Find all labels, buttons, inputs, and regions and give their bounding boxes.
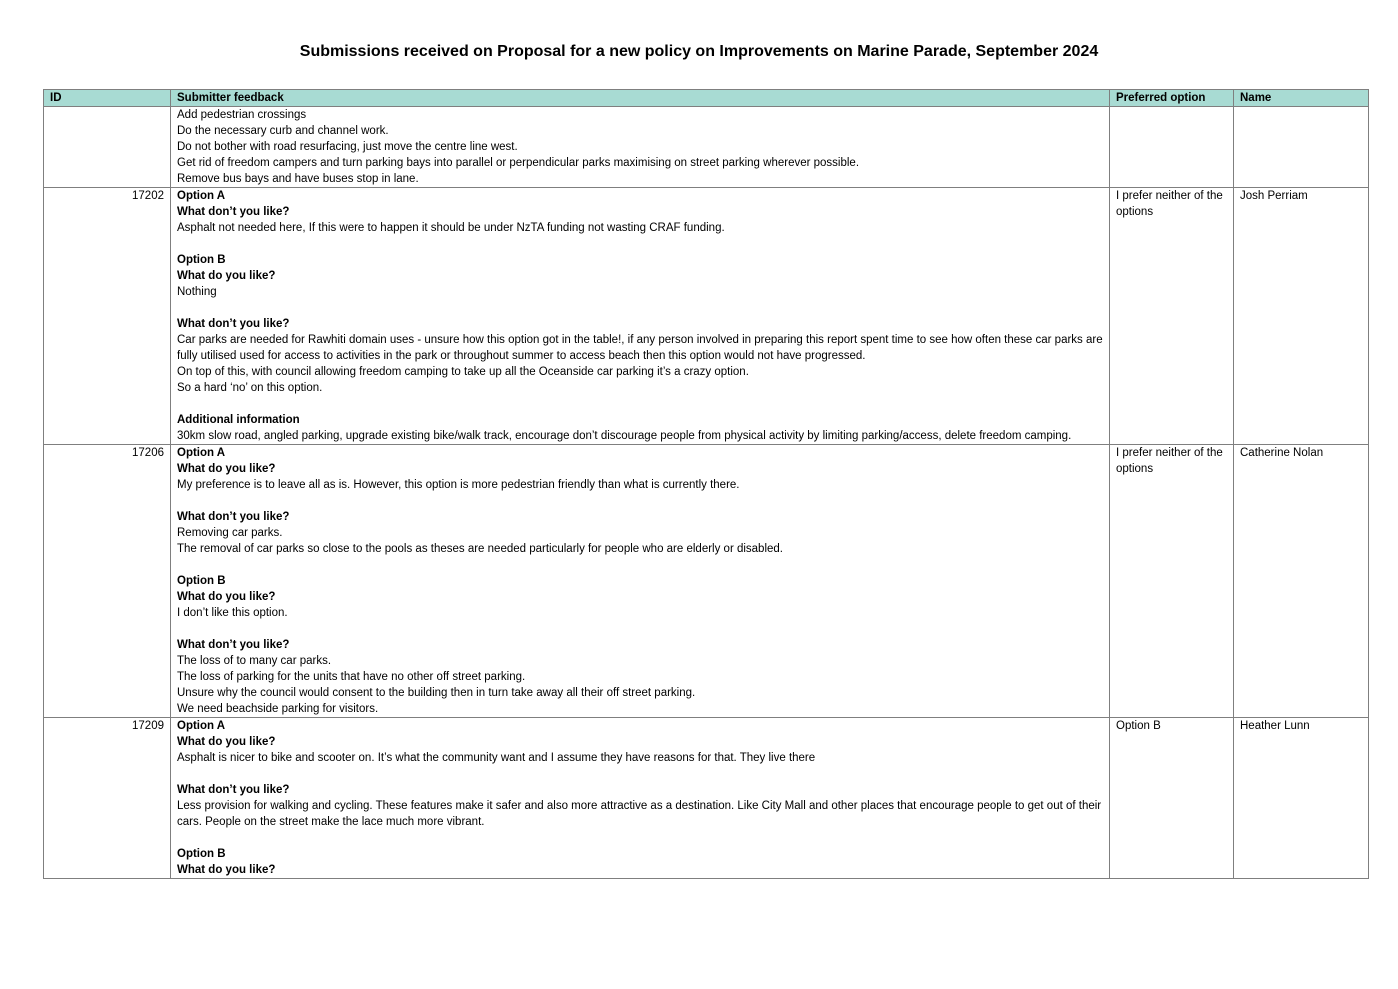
- feedback-line: On top of this, with council allowing freedom camping to take up all the Oceanside car parking it’s a crazy option.: [177, 366, 749, 378]
- feedback-spacer: [177, 557, 1103, 573]
- preferred-option: I prefer neither of the options: [1110, 445, 1234, 718]
- feedback-heading: Option A: [177, 447, 226, 459]
- feedback-heading: Option B: [177, 848, 226, 860]
- feedback-heading: Additional information: [177, 414, 300, 426]
- page-title: Submissions received on Proposal for a new policy on Improvements on Marine Parade, September 2024: [299, 43, 1099, 60]
- feedback-line: Unsure why the council would consent to the building then in turn take away all their off street parking.: [177, 687, 696, 699]
- feedback-line: Car parks are needed for Rawhiti domain uses - unsure how this option got in the table!, if any person involved in preparing this report spent time to see how often these car parks are fully utilised used for access to activities in the park or throughout summer to access beach then this option would not have progressed.: [177, 334, 1103, 362]
- submission-id: [44, 107, 171, 188]
- feedback-line: Less provision for walking and cycling. These features make it safer and also more attractive as a destination. Like City Mall and other places that encourage people to get out of their cars. People on the street make the lace much more vibrant.: [177, 800, 1102, 828]
- table-row: [44, 107, 1369, 188]
- feedback-heading: What do you like?: [177, 736, 276, 748]
- feedback-spacer: [177, 621, 1103, 637]
- feedback-line: Removing car parks.: [177, 527, 283, 539]
- submission-id: 17209: [44, 718, 171, 879]
- feedback-line: The loss of parking for the units that have no other off street parking.: [177, 671, 526, 683]
- table-row: [44, 445, 1369, 718]
- header-name: Name: [1234, 90, 1369, 107]
- submission-id: 17202: [44, 188, 171, 445]
- table-row: [44, 188, 1369, 445]
- feedback-line: 30km slow road, angled parking, upgrade existing bike/walk track, encourage don’t discourage people from physical activity by limiting parking/access, delete freedom camping.: [177, 430, 1072, 442]
- feedback-line: We need beachside parking for visitors.: [177, 703, 379, 715]
- table-row: [44, 718, 1369, 879]
- header-preferred-option: Preferred option: [1110, 90, 1234, 107]
- feedback-heading: Option B: [177, 575, 226, 587]
- feedback-heading: Option B: [177, 254, 226, 266]
- feedback-spacer: [177, 300, 1103, 316]
- submissions-table: [43, 89, 1369, 879]
- submitter-name: Heather Lunn: [1234, 718, 1369, 879]
- submitter-name: Josh Perriam: [1234, 188, 1369, 445]
- feedback-spacer: [177, 830, 1103, 846]
- feedback-heading: What do you like?: [177, 270, 276, 282]
- feedback-heading: What don’t you like?: [177, 784, 290, 796]
- feedback-line: Remove bus bays and have buses stop in lane.: [177, 173, 419, 185]
- feedback-heading: What do you like?: [177, 591, 276, 603]
- feedback-line: So a hard ‘no’ on this option.: [177, 382, 323, 394]
- table-header-row: [44, 90, 1369, 107]
- feedback-spacer: [177, 236, 1103, 252]
- submitter-name: Catherine Nolan: [1234, 445, 1369, 718]
- feedback-line: The loss of to many car parks.: [177, 655, 332, 667]
- feedback-heading: What do you like?: [177, 864, 276, 876]
- feedback-line: Asphalt is nicer to bike and scooter on. It’s what the community want and I assume they have reasons for that. They live there: [177, 752, 816, 764]
- feedback-heading: What don’t you like?: [177, 511, 290, 523]
- feedback-heading: What don’t you like?: [177, 318, 290, 330]
- feedback-line: The removal of car parks so close to the pools as theses are needed particularly for people who are elderly or disabled.: [177, 543, 783, 555]
- feedback-spacer: [177, 493, 1103, 509]
- submission-id: 17206: [44, 445, 171, 718]
- submitter-feedback: [171, 718, 1110, 879]
- preferred-option: [1110, 107, 1234, 188]
- feedback-line: I don’t like this option.: [177, 607, 288, 619]
- preferred-option: Option B: [1110, 718, 1234, 879]
- submitter-feedback: [171, 445, 1110, 718]
- feedback-heading: What do you like?: [177, 463, 276, 475]
- header-id: ID: [44, 90, 171, 107]
- feedback-heading: Option A: [177, 720, 226, 732]
- feedback-line: Nothing: [177, 286, 217, 298]
- submitter-name: [1234, 107, 1369, 188]
- feedback-heading: Option A: [177, 190, 226, 202]
- feedback-line: Asphalt not needed here, If this were to happen it should be under NzTA funding not wasting CRAF funding.: [177, 222, 725, 234]
- submitter-feedback: [171, 107, 1110, 188]
- submitter-feedback: [171, 188, 1110, 445]
- feedback-line: My preference is to leave all as is. However, this option is more pedestrian friendly than what is currently there.: [177, 479, 740, 491]
- feedback-heading: What don’t you like?: [177, 639, 290, 651]
- feedback-spacer: [177, 766, 1103, 782]
- feedback-line: Add pedestrian crossings: [177, 109, 307, 121]
- feedback-spacer: [177, 396, 1103, 412]
- feedback-heading: What don’t you like?: [177, 206, 290, 218]
- feedback-line: Get rid of freedom campers and turn parking bays into parallel or perpendicular parks maximising on street parking wherever possible.: [177, 157, 860, 169]
- preferred-option: I prefer neither of the options: [1110, 188, 1234, 445]
- feedback-line: Do not bother with road resurfacing, just move the centre line west.: [177, 141, 518, 153]
- header-feedback: Submitter feedback: [171, 90, 1110, 107]
- feedback-line: Do the necessary curb and channel work.: [177, 125, 389, 137]
